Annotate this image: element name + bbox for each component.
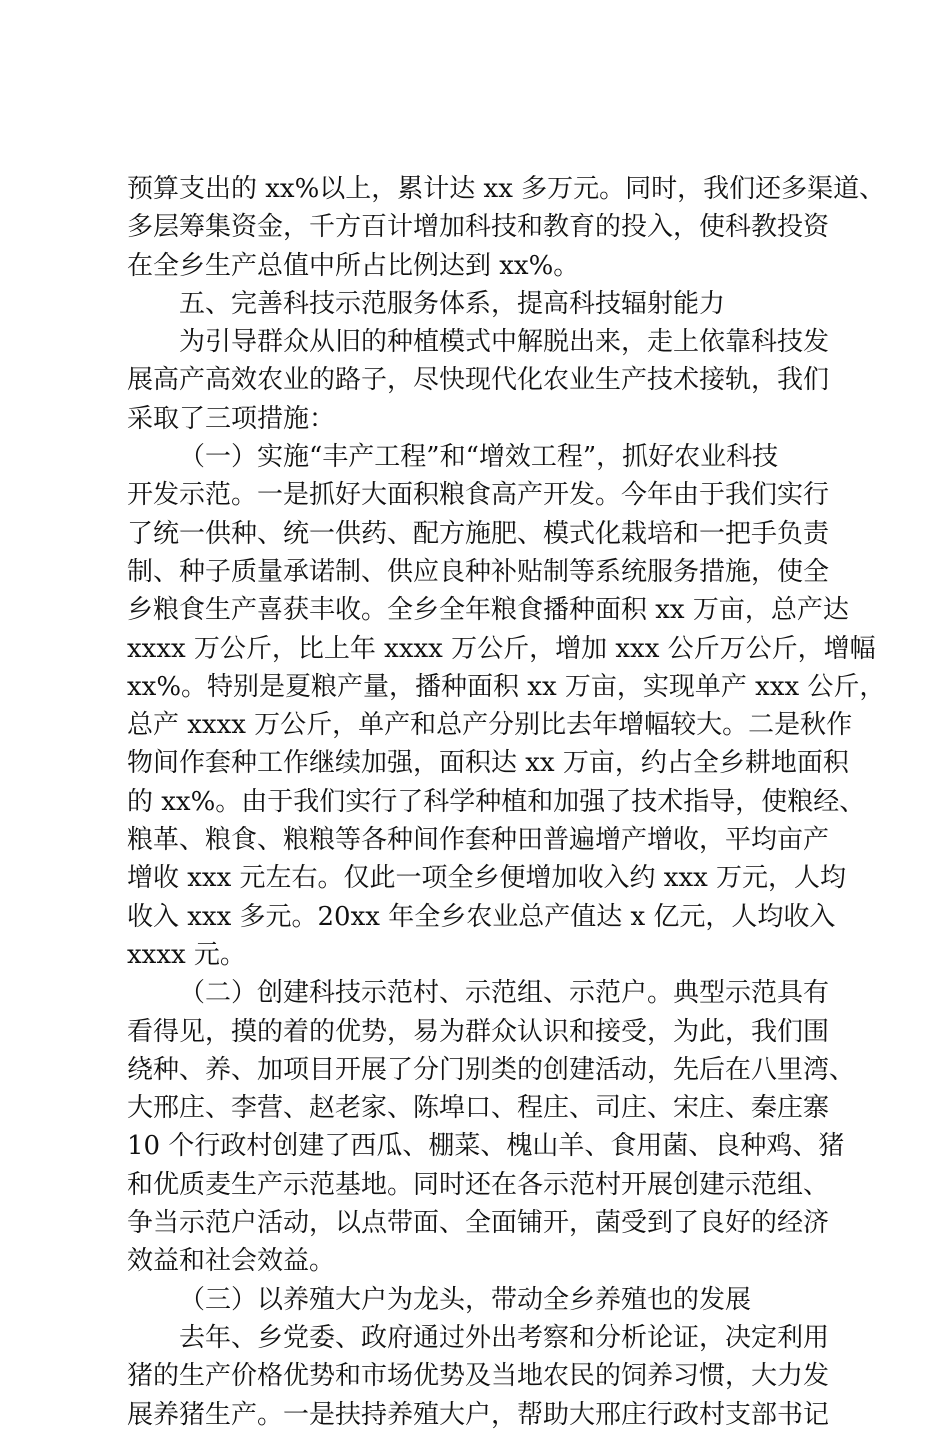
text-line: xxxx 元。: [127, 939, 246, 970]
text-line: 为引导群众从旧的种植模式中解脱出来，走上依靠科技发: [179, 327, 830, 358]
text-line: 效益和社会效益。: [127, 1246, 336, 1277]
text-line: 多层筹集资金，千方百计增加科技和教育的投入，使科教投资: [127, 212, 830, 243]
text-line: 开发示范。一是抓好大面积粮食高产开发。今年由于我们实行: [127, 480, 830, 511]
text-line: 总产 xxxx 万公斤，单产和总产分别比去年增幅较大。二是秋作: [127, 710, 853, 741]
text-line: 看得见，摸的着的优势，易为群众认识和接受，为此，我们围: [127, 1016, 830, 1047]
text-line: 10 个行政村创建了西瓜、棚菜、槐山羊、食用菌、良种鸡、猪: [127, 1131, 845, 1162]
text-line: 粮革、粮食、粮粮等各种间作套种田普遍增产增收，平均亩产: [127, 825, 830, 856]
text-line: （一）实施“丰产工程”和“增效工程”，抓好农业科技: [179, 442, 779, 473]
text-line: 去年、乡党委、政府通过外出考察和分析论证，决定利用: [179, 1322, 830, 1353]
text-line: 物间作套种工作继续加强，面积达 xx 万亩，约占全乡耕地面积: [127, 748, 849, 779]
text-line: 争当示范户活动，以点带面、全面铺开，菌受到了良好的经济: [127, 1208, 830, 1239]
text-line: 绕种、养、加项目开展了分门别类的创建活动，先后在八里湾、: [127, 1054, 856, 1085]
text-line: 收入 xxx 多元。20xx 年全乡农业总产值达 x 亿元，人均收入: [127, 901, 836, 932]
text-line: 五、完善科技示范服务体系，提高科技辐射能力: [179, 288, 726, 319]
text-line: 猪的生产价格优势和市场优势及当地农民的饲养习惯，大力发: [127, 1361, 830, 1392]
text-line: 了统一供种、统一供药、配方施肥、模式化栽培和一把手负责: [127, 518, 830, 549]
document-body: [127, 170, 886, 1434]
text-line: 制、种子质量承诺制、供应良种补贴制等系统服务措施，使全: [127, 556, 830, 587]
text-line: （三）以养殖大户为龙头，带动全乡养殖也的发展: [179, 1284, 752, 1315]
text-line: 在全乡生产总值中所占比例达到 xx%。: [127, 250, 580, 281]
text-line: 采取了三项措施：: [127, 403, 336, 434]
text-line: 的 xx%。由于我们实行了科学种植和加强了技术指导，使粮经、: [127, 786, 866, 817]
text-line: 增收 xxx 元左右。仅此一项全乡便增加收入约 xxx 万元，人均: [127, 863, 847, 894]
text-line: 预算支出的 xx%以上，累计达 xx 多万元。同时，我们还多渠道、: [127, 174, 886, 204]
text-line: 大邢庄、李营、赵老家、陈埠口、程庄、司庄、宋庄、秦庄寨: [127, 1093, 830, 1124]
text-line: （二）创建科技示范村、示范组、示范户。典型示范具有: [179, 978, 830, 1009]
text-line: 展高产高效农业的路子，尽快现代化农业生产技术接轨，我们: [127, 365, 830, 396]
text-line: 和优质麦生产示范基地。同时还在各示范村开展创建示范组、: [127, 1169, 830, 1200]
text-line: xxxx 万公斤，比上年 xxxx 万公斤，增加 xxx 公斤万公斤，增幅: [127, 633, 876, 664]
text-line: xx%。特别是夏粮产量，播种面积 xx 万亩，实现单产 xxx 公斤，: [127, 671, 886, 702]
text-line: 乡粮食生产喜获丰收。全乡全年粮食播种面积 xx 万亩，总产达: [127, 595, 849, 626]
text-line: 展养猪生产。一是扶持养殖大户，帮助大邢庄行政村支部书记: [127, 1399, 830, 1430]
